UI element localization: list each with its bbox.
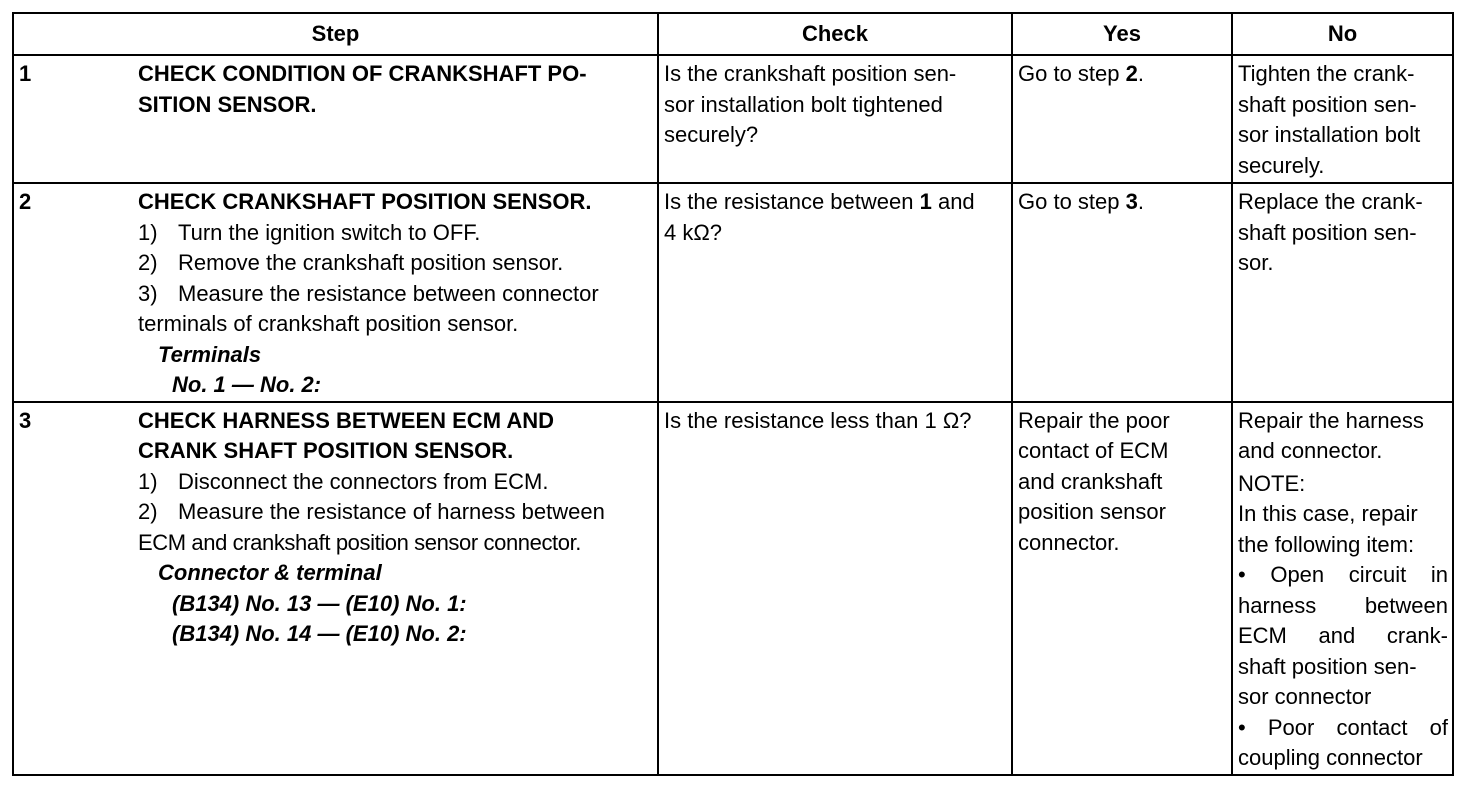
check-cell xyxy=(658,55,1012,183)
check-line: Is the crankshaft position sen- xyxy=(664,61,957,86)
substep xyxy=(138,467,653,498)
no-cell xyxy=(1232,402,1453,776)
substep-number: 3) xyxy=(138,280,158,306)
yes-line: and crankshaft xyxy=(1018,468,1163,494)
note-label: NOTE: xyxy=(1238,470,1306,496)
no-line: sor connector xyxy=(1238,684,1372,709)
step-title-line: CRANK SHAFT POSITION SENSOR. xyxy=(138,438,514,463)
yes-line: Repair the poor xyxy=(1018,407,1170,433)
yes-text-end: . xyxy=(1137,61,1144,86)
header-row xyxy=(13,13,1453,55)
check-cell xyxy=(658,183,1012,402)
check-line xyxy=(664,187,1007,218)
header-step: Step xyxy=(13,13,658,55)
check-cell xyxy=(658,402,1012,776)
step-number: 2 xyxy=(19,189,32,214)
substep xyxy=(138,218,653,249)
spec-item: No. 1 — No. 2: xyxy=(172,372,322,397)
substep xyxy=(138,248,653,279)
yes-line: connector. xyxy=(1018,529,1120,555)
no-line: shaft position sen- xyxy=(1238,91,1417,117)
step-title-line: SITION SENSOR. xyxy=(138,91,317,117)
check-value: 1 xyxy=(919,189,932,214)
substep-continuation: terminals of crankshaft position sensor. xyxy=(138,311,519,336)
check-line: Is the resistance less than 1 Ω? xyxy=(664,407,972,433)
spec-label: Connector & terminal xyxy=(158,560,382,585)
no-line: • Open circuit in xyxy=(1238,562,1448,587)
header-check: Check xyxy=(658,13,1012,55)
substep-number: 2) xyxy=(138,250,158,275)
step-title-line: CHECK HARNESS BETWEEN ECM AND xyxy=(138,407,554,433)
yes-cell xyxy=(1012,402,1232,776)
spec-item: (B134) No. 13 — (E10) No. 1: xyxy=(172,590,467,616)
check-text: Is the resistance between xyxy=(664,189,920,214)
header-no: No xyxy=(1232,13,1453,55)
no-line: • Poor contact of xyxy=(1238,714,1448,740)
no-cell xyxy=(1232,183,1453,402)
header-yes: Yes xyxy=(1012,13,1232,55)
substep-number: 2) xyxy=(138,499,158,524)
no-line: sor installation bolt xyxy=(1238,122,1421,147)
table-row xyxy=(13,402,1453,776)
step-number: 1 xyxy=(19,61,32,86)
substep-text: Turn the ignition switch to OFF. xyxy=(178,219,481,245)
check-text: and xyxy=(931,189,975,214)
no-line: shaft position sen- xyxy=(1238,653,1417,679)
substep-continuation: ECM and crankshaft position sensor connector. xyxy=(138,529,582,555)
step-cell xyxy=(13,183,658,402)
no-line: the following item: xyxy=(1238,531,1415,557)
substep-number: 1) xyxy=(138,468,158,494)
no-line: ECM and crank- xyxy=(1238,623,1448,648)
spec-label: Terminals xyxy=(158,341,262,367)
step-cell xyxy=(13,402,658,776)
yes-text: Go to step xyxy=(1018,189,1126,214)
yes-step-number: 2 xyxy=(1125,61,1138,86)
yes-line: position sensor xyxy=(1018,499,1166,524)
yes-text-end: . xyxy=(1137,189,1144,214)
no-line: shaft position sen- xyxy=(1238,219,1417,245)
substep xyxy=(138,497,653,528)
substep-text: Measure the resistance of harness between xyxy=(178,499,605,524)
no-line: Repair the harness xyxy=(1238,407,1424,433)
no-line: sor. xyxy=(1238,250,1274,275)
table-row xyxy=(13,55,1453,183)
no-line: securely. xyxy=(1238,152,1325,178)
no-line: In this case, repair xyxy=(1238,501,1418,526)
diagnostic-table xyxy=(12,12,1454,776)
substep-text: Disconnect the connectors from ECM. xyxy=(178,468,549,494)
check-value: 4 xyxy=(664,219,677,245)
check-line: securely? xyxy=(664,122,759,147)
yes-text: Go to step xyxy=(1018,61,1126,86)
substep xyxy=(138,279,653,310)
yes-line: contact of ECM xyxy=(1018,438,1169,463)
step-number: 3 xyxy=(19,407,32,433)
substep-text: Remove the crankshaft position sensor. xyxy=(178,250,564,275)
no-cell xyxy=(1232,55,1453,183)
no-line: and connector. xyxy=(1238,438,1383,463)
no-line: Tighten the crank- xyxy=(1238,61,1415,86)
check-line xyxy=(664,218,1007,249)
yes-cell xyxy=(1012,183,1232,402)
no-line: harness between xyxy=(1238,592,1448,618)
substep-number: 1) xyxy=(138,219,158,245)
no-line: Replace the crank- xyxy=(1238,189,1423,214)
yes-cell xyxy=(1012,55,1232,183)
step-cell xyxy=(13,55,658,183)
no-line: coupling connector xyxy=(1238,745,1423,770)
step-title-line: CHECK CONDITION OF CRANKSHAFT PO- xyxy=(138,61,587,86)
substep-text: Measure the resistance between connector xyxy=(178,280,599,306)
spec-item: (B134) No. 14 — (E10) No. 2: xyxy=(172,621,467,646)
check-text: kΩ? xyxy=(676,219,723,245)
yes-step-number: 3 xyxy=(1125,189,1138,214)
table-row xyxy=(13,183,1453,402)
step-title: CHECK CRANKSHAFT POSITION SENSOR. xyxy=(138,189,592,214)
check-line: sor installation bolt tightened xyxy=(664,91,943,117)
